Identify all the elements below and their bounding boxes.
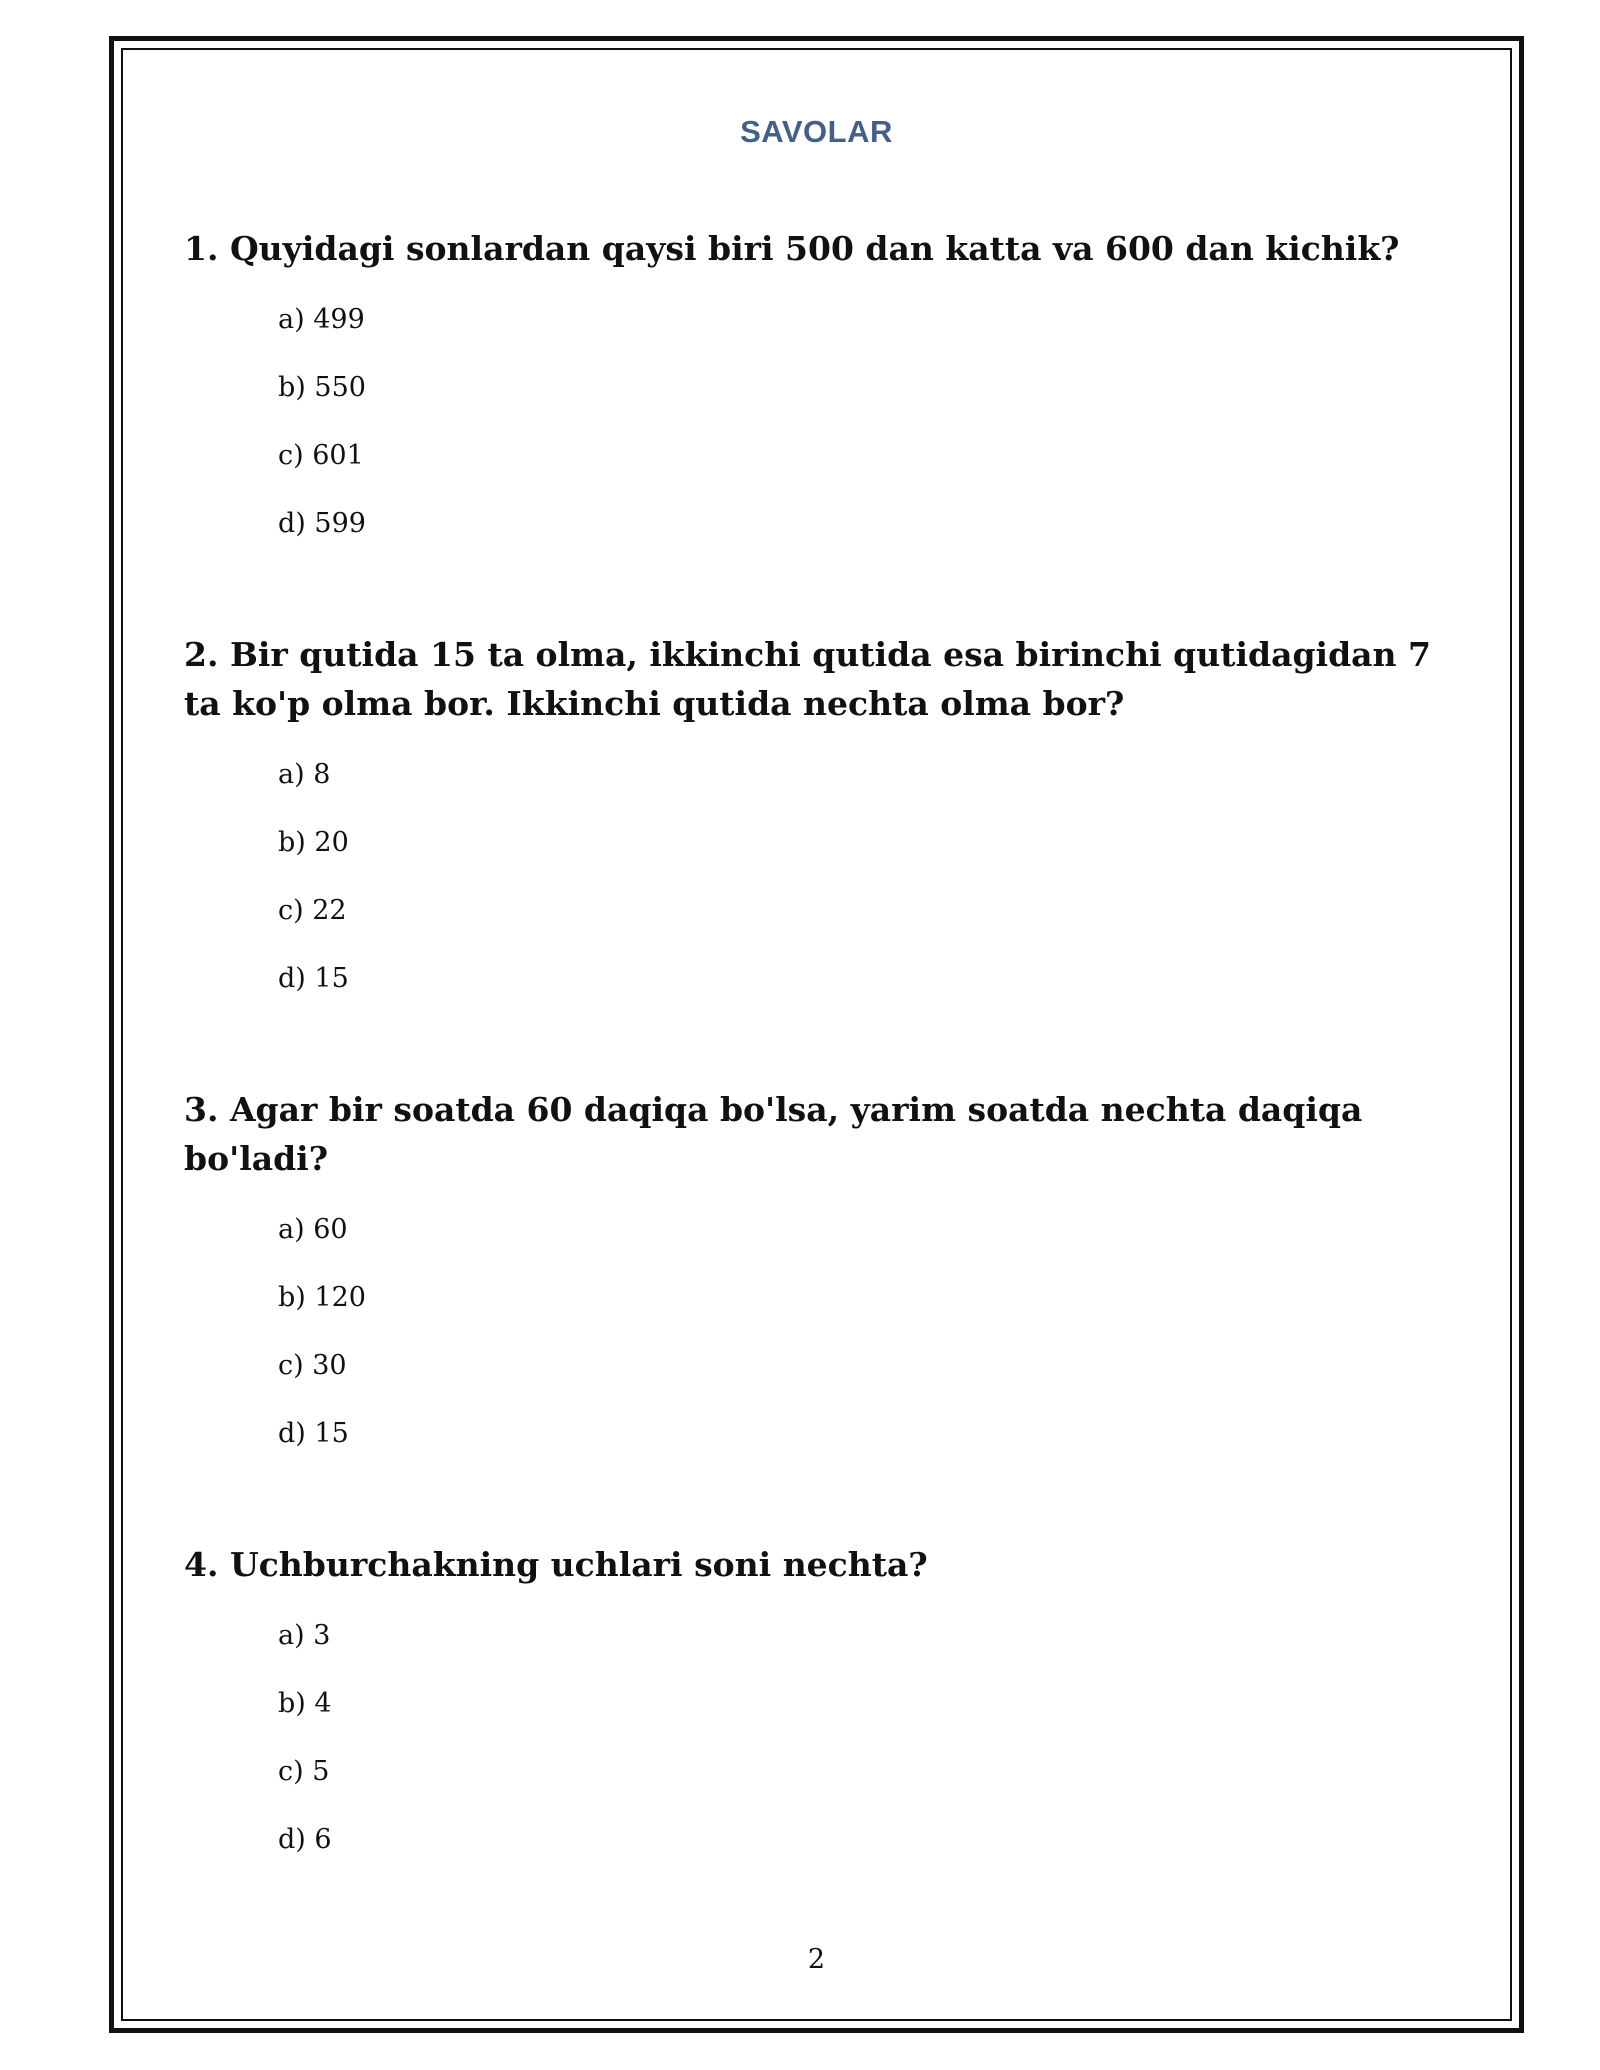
option-c: c) 5 [278,1756,330,1787]
question-2 [184,630,1434,1013]
answer-options [184,1602,1434,1874]
question-text: 3. Agar bir soatda 60 daqiqa bo'lsa, yarim soatda nechta daqiqa bo'ladi? [184,1090,1363,1178]
option-b: b) 550 [278,372,366,403]
question-1 [184,224,1434,558]
page-number: 2 [807,1944,826,1975]
option-d: d) 15 [278,1418,349,1449]
question-text: 2. Bir qutida 15 ta olma, ikkinchi qutida esa birinchi qutidagidan 7 ta ko'p olma bor. Ikkinchi qutida nechta olma bor? [184,635,1431,723]
question-text: 1. Quyidagi sonlardan qaysi biri 500 dan katta va 600 dan kichik? [184,229,1400,268]
question-list [184,224,1434,1946]
option-d: d) 15 [278,963,349,994]
option-a: a) 499 [278,304,365,335]
question-text: 4. Uchburchakning uchlari soni nechta? [184,1545,928,1584]
question-3 [184,1085,1434,1468]
question-4 [184,1540,1434,1874]
option-b: b) 4 [278,1688,332,1719]
option-c: c) 22 [278,895,347,926]
option-a: a) 3 [278,1620,331,1651]
option-a: a) 60 [278,1214,348,1245]
page-title: SAVOLAR [740,114,893,149]
option-b: b) 20 [278,827,349,858]
answer-options [184,741,1434,1013]
answer-options [184,286,1434,558]
option-d: d) 6 [278,1824,332,1855]
option-c: c) 601 [278,440,364,471]
option-a: a) 8 [278,759,331,790]
option-c: c) 30 [278,1350,347,1381]
option-b: b) 120 [278,1282,366,1313]
answer-options [184,1196,1434,1468]
option-d: d) 599 [278,508,366,539]
